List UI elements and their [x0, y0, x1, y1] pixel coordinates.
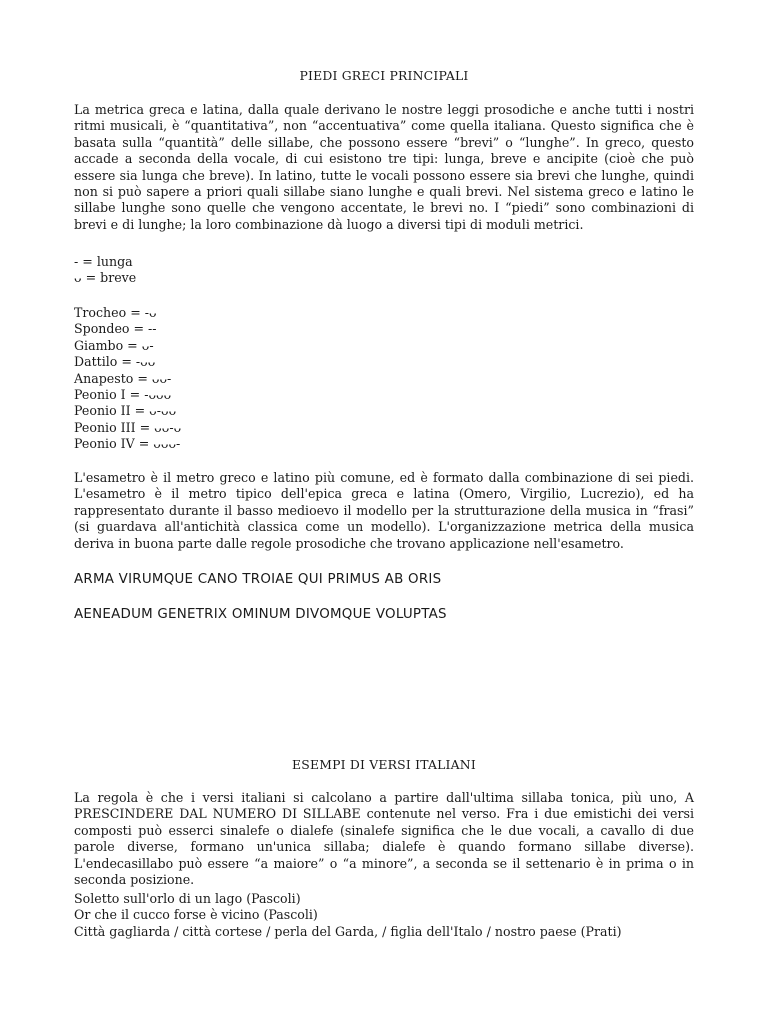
section-title-versi: ESEMPI DI VERSI ITALIANI [292, 757, 476, 772]
foot-item: Dattilo = -ᴗᴗ [74, 354, 156, 370]
legend-item-breve: ᴗ = breve [74, 270, 137, 286]
foot-item: Spondeo = -- [74, 321, 157, 337]
esametro-paragraph: L'esametro è il metro greco e latino più comune, ed è formato dalla combinazione di sei piedi. L'esametro è il metro tipico dell'epica greca e latina (Omero, Virgilio, Lucrezio), ed ha rappresentato durante il basso medioevo il modello per la strutturazione della musica in “frasi” (si guardava all'antichità classica come un modello). L'organizzazione metrica della musica deriva in buona parte dalle regole prosodiche che trovano applicazione nell'esametro. [74, 470, 694, 551]
latin-verse-line: ARMA VIRUMQUE CANO TROIAE QUI PRIMUS AB ORIS [74, 572, 442, 587]
foot-item: Trocheo = -ᴗ [74, 305, 157, 320]
section-title-piedi: PIEDI GRECI PRINCIPALI [299, 68, 469, 83]
verse-example: Or che il cucco forse è vicino (Pascoli) [74, 907, 318, 923]
foot-item: Peonio II = ᴗ-ᴗᴗ [74, 403, 177, 419]
legend-item-lunga: - = lunga [74, 254, 133, 269]
latin-verse-line: AENEADUM GENETRIX OMINUM DIVOMQUE VOLUPTAS [74, 607, 447, 622]
quantity-legend [74, 254, 694, 287]
intro-paragraph: La metrica greca e latina, dalla quale derivano le nostre leggi prosodiche e anche tutti i nostri ritmi musicali, è “quantitativa”, non “accentuativa” come quella italiana. Questo significa che è basata sulla “quantità” delle sillabe, che possono essere “brevi” o “lunghe”. In greco, questo accade a seconda della vocale, di cui esistono tre tipi: lunga, breve e ancipite (cioè che può essere sia lunga che breve). In latino, tutte le vocali possono essere sia brevi che lunghe, quindi non si può sapere a priori quali sillabe siano lunghe e quali brevi. Nel sistema greco e latino le sillabe lunghe sono quelle che vengono accentate, le brevi no. I “piedi” sono combinazioni di brevi e di lunghe; la loro combinazione dà luogo a diversi tipi di moduli metrici. [74, 102, 694, 232]
rule-paragraph: La regola è che i versi italiani si calcolano a partire dall'ultima sillaba tonica, più uno, A PRESCINDERE DAL NUMERO DI SILLABE contenute nel verso. Fra i due emistichi dei versi composti può esserci sinalefe o dialefe (sinalefe significa che le due vocali, a cavallo di due parole diverse, formano un'unica sillaba; dialefe è quando formano sillabe diverse). L'endecasillabo può essere “a maiore” o “a minore”, a seconda se il settenario è in prima o in seconda posizione. [74, 790, 694, 888]
foot-item: Peonio III = ᴗᴗ-ᴗ [74, 419, 182, 435]
foot-item: Peonio IV = ᴗᴗᴗ- [74, 436, 181, 452]
verse-examples-list [74, 891, 694, 940]
foot-item: Peonio I = -ᴗᴗᴗ [74, 386, 172, 402]
verse-example: Città gagliarda / città cortese / perla del Garda, / figlia dell'Italo / nostro paese (Prati) [74, 923, 622, 939]
foot-item: Giambo = ᴗ- [74, 337, 154, 353]
verse-example: Soletto sull'orlo di un lago (Pascoli) [74, 891, 301, 906]
feet-list [74, 305, 694, 453]
foot-item: Anapesto = ᴗᴗ- [74, 370, 172, 386]
